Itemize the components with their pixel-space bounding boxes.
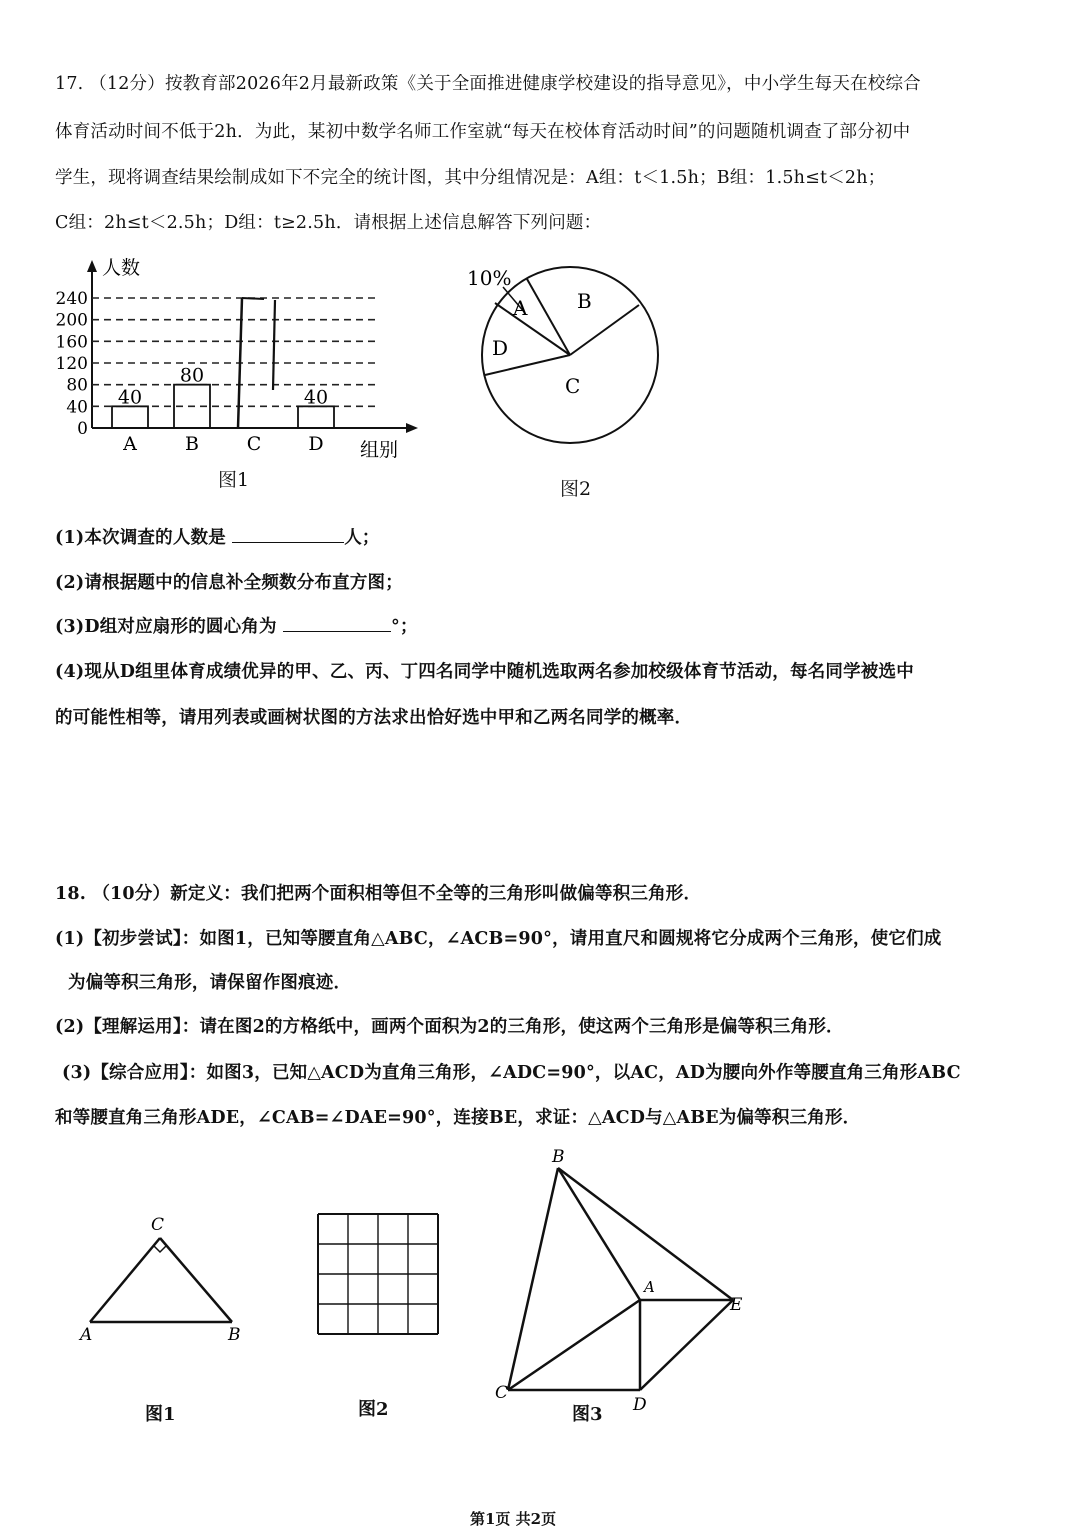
x-tick-label: D: [308, 433, 324, 455]
vertex-c: C: [151, 1215, 165, 1235]
bar-chart: [40, 250, 440, 490]
pie-label-b: B: [577, 289, 592, 313]
fig1-caption: 图1: [218, 469, 250, 491]
pie-label-d: D: [492, 336, 509, 360]
grid-figure-2: [312, 1208, 442, 1338]
q17-line-2: 体育活动时间不低于2h．为此，某初中数学名师工作室就“每天在校体育活动时间”的问题随机调查了部分初中: [55, 122, 911, 142]
pie-divider-a-b: [527, 279, 570, 355]
page-footer: 第1页 共2页: [470, 1510, 557, 1528]
x-tick-label: B: [185, 433, 199, 455]
bar: [298, 406, 334, 428]
q18-part1-line-1: (1)【初步尝试】：如图1，已知等腰直角△ABC，∠ACB=90°，请用直尺和圆规将它分成两个三角形，使它们成: [55, 929, 942, 949]
answer-blank-3[interactable]: [283, 615, 391, 632]
triangle-figure-1: [75, 1210, 265, 1355]
y-tick-label: 0: [77, 419, 88, 439]
x-tick-label: C: [246, 433, 262, 455]
q17-line-4: C组：2h≤t＜2.5h；D组：t≥2.5h．请根据上述信息解答下列问题：: [55, 213, 602, 233]
fig2-q18-caption: 图2: [358, 1399, 389, 1420]
q17-line-3: 学生，现将调查结果绘制成如下不完全的统计图，其中分组情况是：A组：t＜1.5h；B组：1.5h≤t＜2h；: [55, 168, 886, 188]
vertex-d-3: D: [633, 1395, 647, 1415]
side-ac: [90, 1238, 160, 1322]
c-bar-sketch-right: [273, 300, 275, 390]
q17-sub-2: (2)请根据题中的信息补全频数分布直方图；: [55, 573, 403, 593]
x-axis-label: 组别: [360, 439, 399, 461]
fig3-q18-caption: 图3: [572, 1404, 603, 1425]
q18-part2: (2)【理解运用】：请在图2的方格纸中，画两个面积为2的三角形，使这两个三角形是偏等积三角形．: [55, 1017, 844, 1037]
x-axis-arrow: [406, 423, 418, 433]
x-tick-label: A: [123, 433, 137, 455]
q17-sub-1-suffix: 人；: [344, 528, 380, 548]
segment-de: [640, 1300, 733, 1390]
q17-sub-4-line-1: (4)现从D组里体育成绩优异的甲、乙、丙、丁四名同学中随机选取两名参加校级体育节活动，每名同学被选中: [55, 662, 914, 682]
pie-label-c: C: [565, 374, 581, 398]
y-tick-label: 240: [55, 289, 88, 309]
q18-part1-line-2: 为偏等积三角形，请保留作图痕迹．: [68, 973, 352, 993]
pie-label-a: A: [513, 296, 528, 320]
q17-sub-4-line-2: 的可能性相等，请用列表或画树状图的方法求出恰好选中甲和乙两名同学的概率．: [55, 708, 693, 728]
q18-part3-line-2: 和等腰直角三角形ADE，∠CAB=∠DAE=90°，连接BE，求证：△ACD与△ABE为偏等积三角形．: [55, 1108, 861, 1128]
q18-part3-line-1: (3)【综合应用】：如图3，已知△ACD为直角三角形，∠ADC=90°，以AC，AD为腰向外作等腰直角三角形ABC: [62, 1063, 961, 1083]
bar-value-label: 40: [303, 386, 329, 409]
y-tick-label: 120: [55, 354, 88, 374]
vertex-b-3: B: [552, 1147, 565, 1167]
segment-bc: [508, 1168, 558, 1390]
answer-blank-1[interactable]: [232, 526, 344, 543]
vertex-e-3: E: [730, 1295, 743, 1315]
q17-sub-1-prefix: (1)本次调查的人数是: [55, 528, 226, 548]
y-tick-label: 40: [66, 397, 88, 418]
bar: [112, 406, 148, 428]
y-tick-label: 80: [66, 375, 88, 396]
fig1-q18-caption: 图1: [145, 1404, 176, 1425]
q18-head: 18. （10分）新定义：我们把两个面积相等但不全等的三角形叫做偏等积三角形．: [55, 884, 702, 904]
pie-chart: [455, 255, 685, 470]
segment-ba: [558, 1168, 640, 1300]
side-cb: [160, 1238, 232, 1322]
q17-sub-3-suffix: °；: [391, 617, 418, 637]
vertex-b: B: [228, 1325, 241, 1345]
fig2-caption: 图2: [560, 478, 592, 500]
y-tick-label: 200: [55, 310, 88, 331]
y-axis-label: 人数: [102, 257, 141, 279]
y-axis-arrow: [87, 260, 97, 272]
vertex-c-3: C: [495, 1383, 509, 1403]
grid-lines: [318, 1214, 438, 1334]
vertex-a-3: A: [644, 1278, 655, 1296]
q17-sub-3: [55, 613, 1050, 638]
y-tick-label: 160: [55, 332, 88, 353]
q17-sub-3-prefix: (3)D组对应扇形的圆心角为: [55, 617, 277, 637]
pie-annotation: 10%: [467, 266, 512, 290]
bar-value-label: 80: [179, 364, 205, 387]
vertex-a: A: [80, 1325, 93, 1345]
c-bar-sketch-top: [242, 298, 264, 299]
q17-line-1: 17. （12分）按教育部2026年2月最新政策《关于全面推进健康学校建设的指导意见》，中小学生每天在校综合: [55, 74, 921, 94]
segment-ca: [508, 1300, 640, 1390]
right-angle-mark: [154, 1246, 166, 1252]
q17-sub-1: [55, 524, 1050, 549]
bar-value-label: 40: [117, 386, 143, 409]
